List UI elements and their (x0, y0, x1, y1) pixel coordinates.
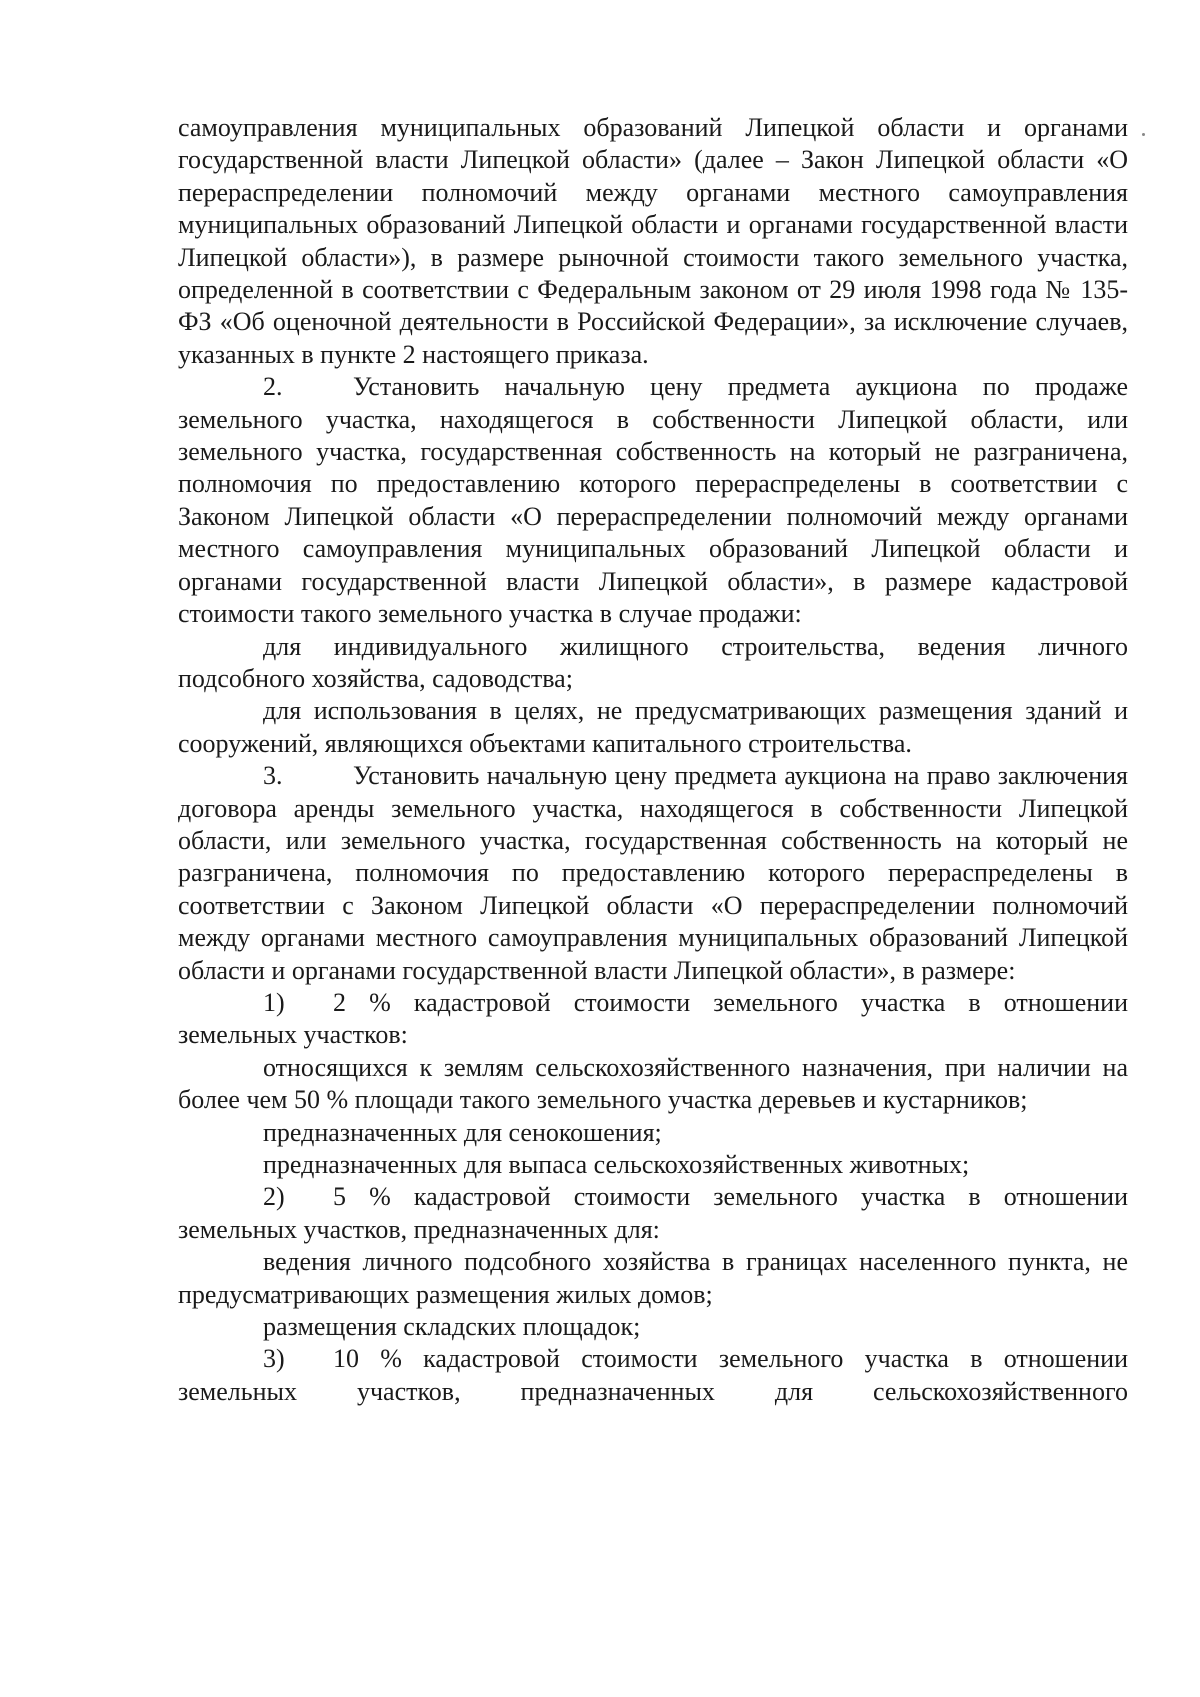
paragraph-3-subitem-1-b: предназначенных для сенокошения; (263, 1117, 662, 1147)
scan-speck (1142, 133, 1145, 136)
paragraph-number: 3. (263, 761, 283, 791)
paragraph-3-subitem-2-b: размещения складских площадок; (263, 1312, 641, 1342)
paragraph-1-continuation: самоуправления муниципальных образований Липецкой области и органами государственной власти Липецкой области» (далее – Закон Липецкой области «О перераспределении полномочий между органами местного самоуправления муниципальных образований Липецкой области и органами государственной власти Липецкой области»), в размере рыночной стоимости такого земельного участка, определенной в соответствии с Федеральным законом от 29 июля 1998 года № 135-ФЗ «Об оценочной деятельности в Российской Федерации», за исключение случаев, указанных в пункте 2 настоящего приказа. (178, 113, 1128, 369)
document-page (178, 112, 1128, 1408)
paragraph-3-subitem-3 (178, 1343, 1128, 1408)
subitem-text: 2 % кадастровой стоимости земельного участка в отношении земельных участков: (178, 987, 1128, 1050)
paragraph-3-subitem-1-c: предназначенных для выпаса сельскохозяйственных животных; (263, 1150, 970, 1179)
subitem-number: 3) (263, 1344, 285, 1374)
paragraph-number: 2. (263, 372, 283, 402)
subitem-text: 5 % кадастровой стоимости земельного участка в отношении земельных участков, предназначенных для: (178, 1182, 1128, 1244)
paragraph-3-subitem-1-a: относящихся к землям сельскохозяйственного назначения, при наличии на более чем 50 % площади такого земельного участка деревьев и кустарников; (178, 1052, 1128, 1115)
paragraph-3-subitem-2 (178, 1181, 1128, 1246)
subitem-number: 1) (263, 987, 285, 1017)
paragraph-3-subitem-1 (178, 987, 1128, 1052)
paragraph-2-item-a: для индивидуального жилищного строительства, ведения личного подсобного хозяйства, садоводства; (178, 631, 1128, 693)
subitem-number: 2) (263, 1182, 285, 1212)
paragraph-2-item-b: для использования в целях, не предусматривающих размещения зданий и сооружений, являющихся объектами капитального строительства. (178, 696, 1128, 758)
paragraph-2 (178, 371, 1128, 630)
paragraph-3-subitem-2-a: ведения личного подсобного хозяйства в границах населенного пункта, не предусматривающих размещения жилых домов; (178, 1247, 1128, 1309)
subitem-text: 10 % кадастровой стоимости земельного участка в отношении земельных участков, предназначенных для сельскохозяйственного (178, 1344, 1128, 1406)
paragraph-3 (178, 760, 1128, 987)
paragraph-text: Установить начальную цену предмета аукциона на право заключения договора аренды земельного участка, находящегося в собственности Липецкой области, или земельного участка, государственная собственность на который не разграничена, полномочия по предоставлению которого перераспределены в соответствии с Законом Липецкой области «О перераспределении полномочий между органами местного самоуправления муниципальных образований Липецкой области и органами государственной власти Липецкой области», в размере: (178, 761, 1128, 985)
paragraph-text: Установить начальную цену предмета аукциона по продаже земельного участка, находящегося в собственности Липецкой области, или земельного участка, государственная собственность на который не разграничена, полномочия по предоставлению которого перераспределены в соответствии с Законом Липецкой области «О перераспределении полномочий между органами местного самоуправления муниципальных образований Липецкой области и органами государственной власти Липецкой области», в размере кадастровой стоимости такого земельного участка в случае продажи: (178, 372, 1128, 629)
